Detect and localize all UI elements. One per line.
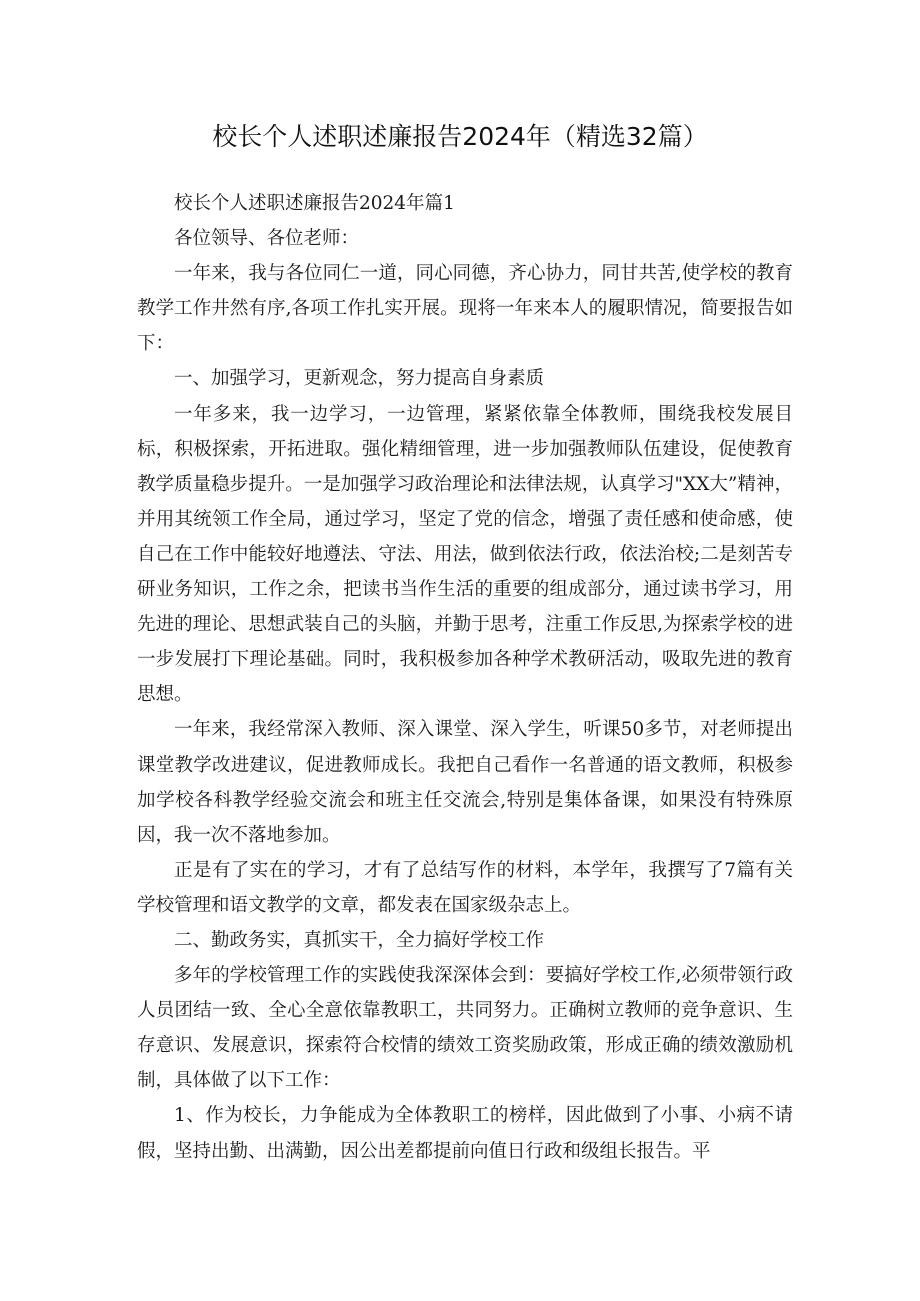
salutation: 各位领导、各位老师： xyxy=(174,228,360,250)
paragraph: 一年多来，我一边学习，一边管理，紧紧依靠全体教师，围绕我校发展目标，积极探索，开拓进取。强化精细管理，进一步加强教师队伍建设，促使教育教学质量稳步提升。一是加强学习政治理论和法律法规，认真学习"XX大”精神，并用其统领工作全局，通过学习，坚定了党的信念，增强了责任感和使命感，使自己在工作中能较好地遵法、守法、用法，做到依法行政，依法治校;二是刻苦专研业务知识，工作之余，把读书当作生活的重要的组成部分，通过读书学习，用先进的理论、思想武装自己的头脑，并勤于思考，注重工作反思,为探索学校的进一步发展打下理论基础。同时，我积极参加各种学术教研活动，吸取先进的教育思想。 xyxy=(137,403,793,706)
paragraph: 1、作为校长，力争能成为全体教职工的榜样，因此做到了小事、小病不请假，坚持出勤、出满勤，因公出差都提前向值日行政和级组长报告。平 xyxy=(137,1105,793,1162)
paragraph: 一年来，我经常深入教师、深入课堂、深入学生，听课50多节，对老师提出课堂教学改进建议，促进教师成长。我把自己看作一名普通的语文教师，积极参加学校各科教学经验交流会和班主任交流会,特别是集体备课，如果没有特殊原因，我一次不落地参加。 xyxy=(137,719,793,846)
section-heading: 一、加强学习，更新观念，努力提高自身素质 xyxy=(174,368,545,390)
section-heading: 校长个人述职述廉报告2024年篇1 xyxy=(174,193,455,214)
document-title: 校长个人述职述廉报告2024年（精选32篇） xyxy=(212,122,708,151)
paragraph: 正是有了实在的学习，才有了总结写作的材料，本学年，我撰写了7篇有关学校管理和语文教学的文章，都发表在国家级杂志上。 xyxy=(137,859,793,916)
section-heading: 二、勤政务实，真抓实干，全力搞好学校工作 xyxy=(174,929,545,951)
document-body xyxy=(137,186,793,1169)
paragraph: 一年来，我与各位同仁一道，同心同德，齐心协力，同甘共苦,使学校的教育教学工作井然有序,各项工作扎实开展。现将一年来本人的履职情况，简要报告如下： xyxy=(137,263,793,355)
paragraph: 多年的学校管理工作的实践使我深深体会到：要搞好学校工作,必须带领行政人员团结一致、全心全意依靠教职工，共同努力。正确树立教师的竞争意识、生存意识、发展意识，探索符合校情的绩效工资奖励政策，形成正确的绩效激励机制，具体做了以下工作： xyxy=(137,965,793,1092)
